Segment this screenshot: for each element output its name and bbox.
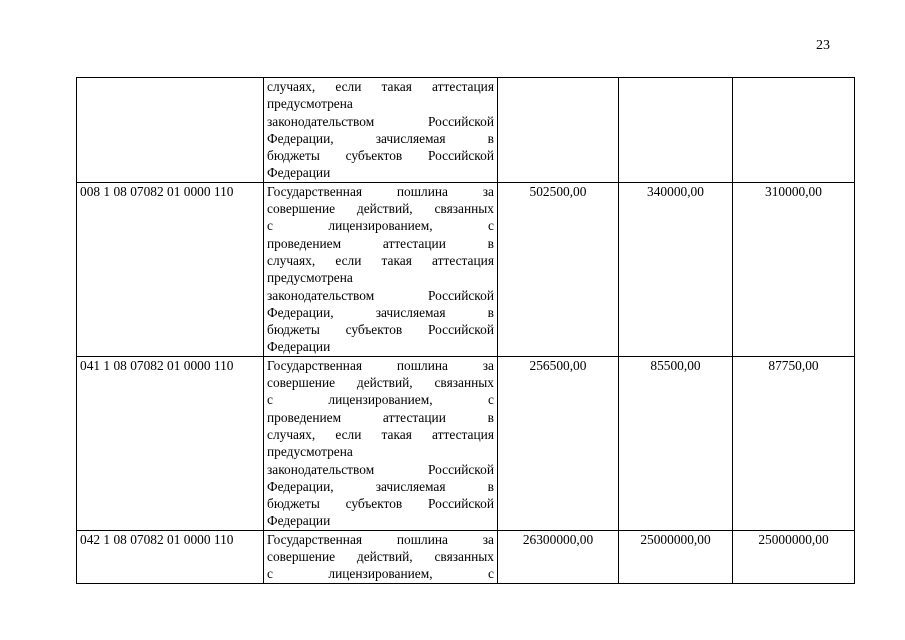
revenue-name-line: Государственная пошлина за [267,531,494,547]
page-number: 23 [816,38,830,53]
revenue-name-line: бюджеты субъектов Российской [267,496,494,512]
table-row [77,356,855,530]
amount-year-1-cell: 256500,00 [498,356,619,530]
amount-year-1-cell: 502500,00 [498,182,619,356]
amount-year-3-cell: 87750,00 [733,356,855,530]
revenue-name-line: совершение действий, связанных [267,549,494,565]
revenue-name-cell [264,78,498,183]
revenue-name-line: Федерации, зачисляемая в [267,304,494,320]
revenue-name-line: законодательством Российской [267,461,494,477]
revenue-name-cell [264,182,498,356]
table-row [77,530,855,583]
revenue-name-line: Федерации [267,339,331,355]
revenue-name-line: с лицензированием, с [267,566,494,582]
revenue-name-line: случаях, если такая аттестация [267,252,494,268]
revenue-name-cell [264,530,498,583]
revenue-name-line: законодательством Российской [267,287,494,303]
revenue-name-line: бюджеты субъектов Российской [267,148,494,164]
amount-year-1-cell [498,78,619,183]
budget-code-cell: 041 1 08 07082 01 0000 110 [77,356,264,530]
revenue-name-line: предусмотрена [267,96,353,112]
revenue-name-line: совершение действий, связанных [267,201,494,217]
revenue-name-line: Федерации [267,513,331,529]
amount-year-3-cell: 25000000,00 [733,530,855,583]
amount-year-2-cell: 25000000,00 [619,530,733,583]
amount-year-3-cell: 310000,00 [733,182,855,356]
revenue-name-line: предусмотрена [267,270,353,286]
revenue-name-line: предусмотрена [267,444,353,460]
amount-year-2-cell: 85500,00 [619,356,733,530]
revenue-name-line: Федерации, зачисляемая в [267,130,494,146]
revenue-name-line: Государственная пошлина за [267,357,494,373]
revenue-name-cell [264,356,498,530]
revenue-name-line: бюджеты субъектов Российской [267,322,494,338]
revenue-name-line: Государственная пошлина за [267,183,494,199]
revenue-name-line: случаях, если такая аттестация [267,79,494,94]
budget-code-cell [77,78,264,183]
amount-year-2-cell: 340000,00 [619,182,733,356]
budget-code-cell: 008 1 08 07082 01 0000 110 [77,182,264,356]
amount-year-2-cell [619,78,733,183]
revenue-name-line: проведением аттестации в [267,409,494,425]
amount-year-1-cell: 26300000,00 [498,530,619,583]
budget-code-cell: 042 1 08 07082 01 0000 110 [77,530,264,583]
revenue-name-line: совершение действий, связанных [267,375,494,391]
revenue-name-line: с лицензированием, с [267,392,494,408]
amount-year-3-cell [733,78,855,183]
revenue-table [76,77,855,584]
revenue-name-line: случаях, если такая аттестация [267,426,494,442]
table-row [77,182,855,356]
revenue-name-line: законодательством Российской [267,113,494,129]
revenue-name-line: Федерации, зачисляемая в [267,478,494,494]
revenue-name-line: проведением аттестации в [267,235,494,251]
table-row [77,78,855,183]
revenue-name-line: с лицензированием, с [267,218,494,234]
revenue-name-line: Федерации [267,165,331,181]
